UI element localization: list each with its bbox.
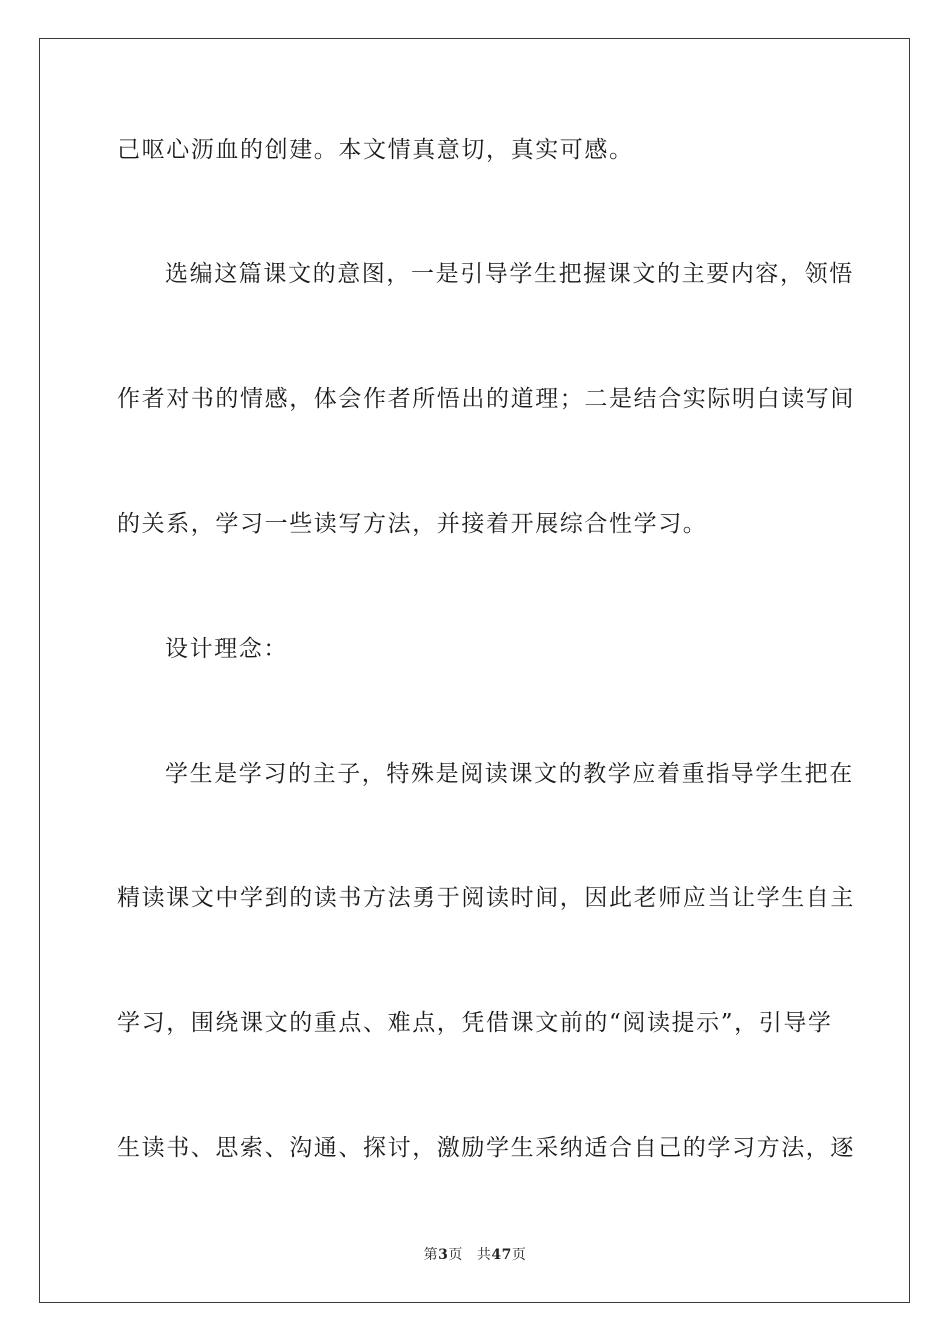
page-border — [39, 38, 910, 1303]
paragraph-line-9: 生读书、思索、沟通、探讨，激励学生采纳适合自己的学习方法，逐 — [117, 1135, 855, 1161]
paragraph-line-6: 学生是学习的主子，特殊是阅读课文的教学应着重指导学生把在 — [165, 761, 854, 787]
paragraph-line-1: 己呕心沥血的创建。本文情真意切，真实可感。 — [117, 137, 634, 163]
footer-total-pages: 47 — [491, 1247, 512, 1263]
footer-total-suffix: 页 — [511, 1247, 527, 1263]
page-footer — [0, 1245, 950, 1265]
footer-page-number: 3 — [438, 1247, 449, 1263]
footer-total-prefix: 共 — [476, 1247, 492, 1263]
paragraph-line-3: 作者对书的情感，体会作者所悟出的道理；二是结合实际明白读写间 — [117, 386, 855, 412]
footer-page-prefix: 第 — [423, 1247, 439, 1263]
section-heading: 设计理念： — [165, 636, 288, 662]
paragraph-line-8: 学习，围绕课文的重点、难点，凭借课文前的“阅读提示”，引导学 — [117, 1010, 833, 1036]
paragraph-line-4: 的关系，学习一些读写方法，并接着开展综合性学习。 — [117, 511, 708, 537]
footer-page-suffix: 页 — [448, 1247, 463, 1263]
paragraph-line-2: 选编这篇课文的意图，一是引导学生把握课文的主要内容，领悟 — [165, 261, 854, 287]
paragraph-line-7: 精读课文中学到的读书方法勇于阅读时间，因此老师应当让学生自主 — [117, 885, 855, 911]
